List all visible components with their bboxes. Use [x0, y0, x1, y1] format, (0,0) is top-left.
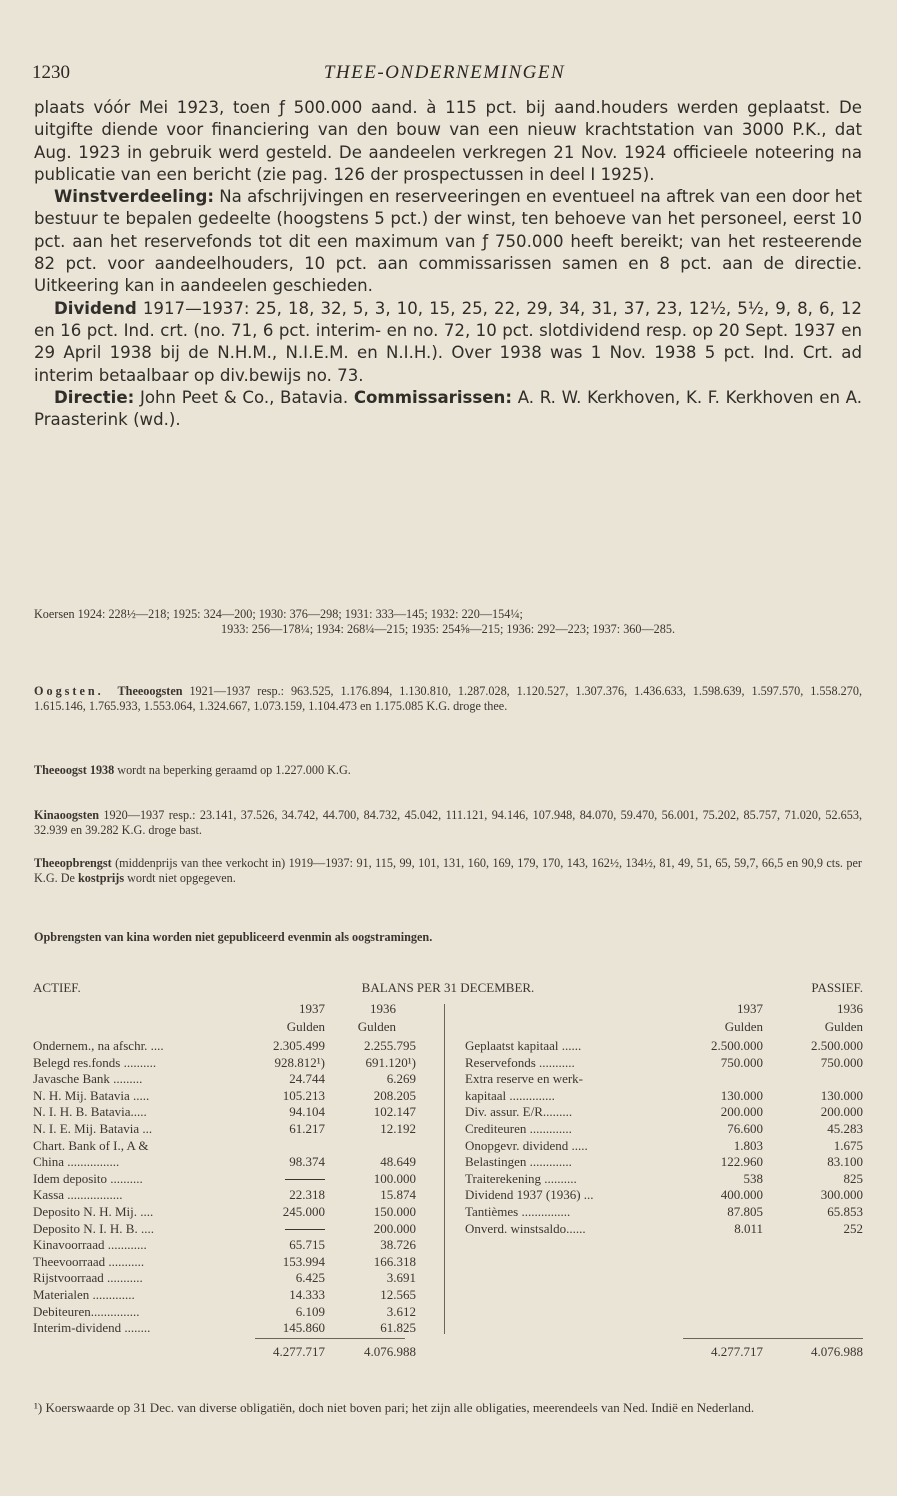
liabilities-row-1936: 300.000: [820, 1187, 863, 1203]
assets-row-1937: 153.994: [282, 1253, 325, 1269]
assets-row-1936: 208.205: [373, 1087, 416, 1103]
liabilities-row-1937: 130.000: [720, 1087, 763, 1103]
assets-row-1936: 100.000: [373, 1170, 416, 1186]
assets-row-1936: 12.565: [380, 1287, 416, 1302]
assets-row: [33, 1269, 443, 1286]
liabilities-row-label: kapitaal ..............: [465, 1087, 555, 1103]
liabilities-row: [465, 1186, 863, 1203]
cinchona-note: [34, 930, 862, 945]
assets-row-1936: 12.192: [380, 1121, 416, 1136]
prices-line-1: Koersen 1924: 228½—218; 1925: 324—200; 1930: 376—298; 1931: 333—145; 1932: 220—154¼;: [34, 607, 523, 621]
assets-row-1937: 145.860: [282, 1320, 325, 1336]
dividend-text: 1917—1937: 25, 18, 32, 5, 3, 10, 15, 25, 22, 29, 34, 31, 37, 23, 12½, 5½, 9, 8, 6, 12 en 16 pct. Ind. crt. (no. 71, 6 pct. interim- en no. 72, 10 pct. slotdividend resp. op 20 Sept. 1937 en 29 April 1938 bij de N.H.M., N.I.E.M. en N.I.H.). Over 1938 was 1 Nov. 1938 5 pct. Ind. Crt. ad interim betaalbaar op div.bewijs no. 73.: [34, 298, 862, 385]
assets-row-1937: 94.104: [289, 1104, 325, 1120]
assets-row: [33, 1037, 443, 1054]
management-label: Directie:: [54, 387, 135, 407]
assets-row-1936: 3.691: [386, 1270, 416, 1286]
liabilities-row-1936: 83.100: [827, 1154, 863, 1170]
assets-row-1937: 245.000: [282, 1204, 325, 1219]
assets-row: [33, 1236, 443, 1253]
assets-year-1937: 1937: [299, 1001, 325, 1016]
assets-row: [33, 1070, 443, 1087]
assets-row-1937: 22.318: [289, 1187, 325, 1203]
liabilities-row: [465, 1037, 863, 1054]
liabilities-unit-1936: Gulden: [824, 1019, 863, 1034]
cost-price-text: wordt niet opgegeven.: [124, 871, 236, 885]
assets-row: [33, 1153, 443, 1170]
assets-row-1937: 928.812¹): [274, 1054, 325, 1070]
tea-harvest-label: Theeoogsten: [117, 684, 183, 698]
assets-row-1936: 3.612: [386, 1303, 416, 1319]
liabilities-row-1936: 825: [843, 1170, 863, 1186]
assets-row-label: Idem deposito ..........: [33, 1170, 143, 1186]
assets-row-1937: 14.333: [289, 1287, 325, 1302]
assets-row: [33, 1087, 443, 1104]
liabilities-total-1937: 4.277.717: [711, 1344, 763, 1359]
liabilities-heading: PASSIEF.: [811, 980, 863, 995]
liabilities-row-1937: 200.000: [720, 1104, 763, 1120]
assets-row-1937: 6.109: [295, 1303, 325, 1319]
assets-row-label: Javasche Bank .........: [33, 1071, 143, 1087]
assets-row-1936: 38.726: [380, 1237, 416, 1253]
liabilities-row: [465, 1054, 863, 1071]
liabilities-row-1937: 8.011: [734, 1220, 763, 1236]
tea-harvest-1938-block: [34, 763, 862, 778]
assets-row: [33, 1220, 443, 1237]
assets-row-1936: 2.255.795: [364, 1038, 416, 1053]
liabilities-row-1936: 45.283: [827, 1121, 863, 1136]
liabilities-row-label: Crediteuren .............: [465, 1121, 572, 1136]
cost-price-label: kostprijs: [78, 871, 125, 885]
liabilities-row-label: Onverd. winstsaldo......: [465, 1220, 586, 1236]
assets-row: [33, 1203, 443, 1220]
main-text: [34, 97, 862, 431]
assets-row-1937: 2.305.499: [273, 1038, 325, 1053]
liabilities-row: [465, 1087, 863, 1104]
assets-row-1936: 200.000: [373, 1220, 416, 1236]
profit-distribution-label: Winstverdeeling:: [54, 187, 214, 207]
balance-title: BALANS PER 31 DECEMBER.: [361, 980, 535, 995]
assets-row-1936: 691.120¹): [365, 1054, 416, 1070]
balance-sheet: [33, 980, 863, 1390]
assets-row-1936: 48.649: [380, 1154, 416, 1170]
cinchona-harvest-block: [34, 808, 862, 838]
liabilities-row: [465, 1203, 863, 1220]
assets-row: [33, 1120, 443, 1137]
footnote: ¹) Koerswaarde op 31 Dec. van diverse obligatiën, doch niet boven pari; het zijn alle obligaties, meerendeels van Ned. Indië en Nederland.: [34, 1400, 755, 1415]
assets-row-1937: 24.744: [289, 1071, 325, 1087]
liabilities-total-rule: [683, 1338, 863, 1339]
assets-row: [33, 1303, 443, 1320]
assets-row-1937: 98.374: [289, 1154, 325, 1170]
assets-row-1936: 61.825: [380, 1320, 416, 1336]
profit-distribution-text: Na afschrijvingen en reserveeringen en eventueel na aftrek van een door het bestuur te bepalen gedeelte (hoogstens 5 pct.) der winst, ten behoeve van het personeel, eerst 10 pct. aan het reservefonds tot dit een maximum van ƒ 750.000 heeft bereikt; van het resteerende 82 pct. voor aandeelhouders, 10 pct. aan commissarissen samen en 8 pct. aan de directie. Uitkeering kan in aandeelen geschieden.: [34, 187, 862, 296]
paragraph-dividend: [34, 298, 862, 387]
commissioners-label: Commissarissen:: [353, 387, 512, 407]
liabilities-unit-1937: Gulden: [724, 1019, 763, 1034]
assets-row-1937: 61.217: [289, 1121, 325, 1136]
liabilities-row-1936: 130.000: [820, 1087, 863, 1103]
assets-row-label: N. H. Mij. Batavia .....: [33, 1087, 150, 1103]
liabilities-row-label: Geplaatst kapitaal ......: [465, 1038, 582, 1053]
assets-unit-1936: Gulden: [357, 1019, 396, 1034]
assets-row: [33, 1319, 443, 1336]
assets-row-1937: 65.715: [289, 1237, 325, 1253]
assets-row-1936: 150.000: [373, 1204, 416, 1219]
assets-row-1936: 15.874: [380, 1187, 416, 1203]
liabilities-year-1936: 1936: [837, 1001, 863, 1016]
assets-row-label: Kinavoorraad ............: [33, 1237, 147, 1253]
assets-row-1936: 166.318: [373, 1253, 416, 1269]
assets-total-rule: [255, 1338, 405, 1339]
assets-row-label: Theevoorraad ...........: [33, 1253, 145, 1269]
liabilities-row-label: Onopgevr. dividend .....: [465, 1137, 588, 1153]
paragraph-management: [34, 387, 862, 432]
liabilities-row-label: Dividend 1937 (1936) ...: [465, 1187, 594, 1203]
tea-harvest-text: 1921—1937 resp.: 963.525, 1.176.894, 1.130.810, 1.287.028, 1.120.527, 1.307.376, 1.436.633, 1.598.639, 1.597.570, 1.558.270, 1.615.146, 1.765.933, 1.553.064, 1.324.667, 1.073.159, 1.104.473 en 1.175.085 K.G. droge thee.: [34, 684, 862, 713]
harvest-block: [34, 684, 862, 714]
liabilities-row-1937: 538: [743, 1170, 763, 1186]
liabilities-year-1937: 1937: [737, 1001, 763, 1016]
tea-proceeds-text: (middenprijs van thee verkocht in) 1919—1937: 91, 115, 99, 101, 131, 160, 169, 179, 170, 143, 162½, 134½, 81, 49, 51, 65, 59,7, 66,5 en 90,9 cts. per K.G. De: [34, 856, 862, 885]
assets-total-1937: 4.277.717: [273, 1344, 325, 1359]
assets-row-label: N. I. H. B. Batavia.....: [33, 1104, 147, 1120]
dividend-label: Dividend: [54, 298, 137, 318]
liabilities-row-1936: 200.000: [820, 1104, 863, 1120]
assets-row: [33, 1286, 443, 1303]
liabilities-row-label: Extra reserve en werk-: [465, 1071, 584, 1087]
liabilities-row-1936: 750.000: [820, 1054, 863, 1070]
liabilities-row-1936: 2.500.000: [811, 1038, 863, 1053]
column-divider: [444, 1004, 445, 1334]
liabilities-row-1937: 750.000: [720, 1054, 763, 1070]
assets-row-label: China ................: [33, 1154, 120, 1170]
liabilities-row: [465, 1137, 863, 1154]
tea-harvest-1938-label: Theeoogst 1938: [34, 763, 115, 777]
assets-row: [33, 1103, 443, 1120]
liabilities-row: [465, 1153, 863, 1170]
assets-total-1936: 4.076.988: [364, 1344, 416, 1359]
assets-row-label: N. I. E. Mij. Batavia ...: [33, 1121, 153, 1136]
assets-heading: ACTIEF.: [33, 980, 81, 995]
liabilities-row-1936: 65.853: [827, 1204, 863, 1219]
liabilities-row-1937: 1.803: [733, 1137, 763, 1153]
liabilities-row: [465, 1170, 863, 1187]
liabilities-total-1936: 4.076.988: [811, 1344, 863, 1359]
assets-row-1937: 6.425: [295, 1270, 325, 1286]
liabilities-row-label: Tantièmes ...............: [465, 1204, 571, 1219]
paragraph-share-issue: plaats vóór Mei 1923, toen ƒ 500.000 aand. à 115 pct. bij aand.houders werden geplaatst. De uitgifte diende voor financiering van den bouw van een nieuw krachtstation van 3000 P.K., dat Aug. 1923 in gebruik werd gesteld. De aandeelen verkregen 21 Nov. 1924 officieele noteering na publicatie van een bericht (zie pag. 126 der prospectussen in deel I 1925).: [34, 98, 862, 184]
harvest-label: Oogsten.: [34, 684, 104, 698]
tea-proceeds-block: [34, 856, 862, 886]
liabilities-row: [465, 1220, 863, 1237]
liabilities-row: [465, 1070, 863, 1087]
tea-proceeds-label: Theeopbrengst: [34, 856, 112, 870]
assets-row-label: Deposito N. I. H. B. ....: [33, 1220, 154, 1236]
liabilities-row-1937: 87.805: [727, 1204, 763, 1219]
assets-row-1937: 105.213: [282, 1087, 325, 1103]
assets-year-1936: 1936: [370, 1001, 396, 1016]
assets-row: [33, 1054, 443, 1071]
assets-row-label: Debiteuren...............: [33, 1303, 140, 1319]
assets-unit-1937: Gulden: [286, 1019, 325, 1034]
liabilities-row-label: Traiterekening ..........: [465, 1170, 577, 1186]
assets-row: [33, 1170, 443, 1187]
liabilities-row-label: Belastingen .............: [465, 1154, 572, 1170]
commissioners-text: A. R. W. Kerkhoven, K. F. Kerkhoven en A. Praasterink (wd.).: [34, 387, 863, 430]
liabilities-row-1937: 76.600: [727, 1121, 763, 1136]
liabilities-row-1937: 400.000: [720, 1187, 763, 1203]
assets-row: [33, 1253, 443, 1270]
tea-harvest-1938-text: wordt na beperking geraamd op 1.227.000 K.G.: [114, 763, 351, 777]
cinchona-harvest-label: Kinaoogsten: [34, 808, 100, 822]
management-text: John Peet & Co., Batavia.: [134, 387, 354, 407]
assets-row-label: Belegd res.fonds ..........: [33, 1054, 157, 1070]
assets-row-label: Ondernem., na afschr. ....: [33, 1038, 164, 1053]
assets-row-label: Chart. Bank of I., A &: [33, 1137, 149, 1153]
liabilities-row-label: Reservefonds ...........: [465, 1054, 575, 1070]
cinchona-note-text: Opbrengsten van kina worden niet gepubliceerd evenmin als oogstramingen.: [34, 930, 433, 944]
assets-row-1937: [245, 1170, 325, 1187]
cinchona-harvest-text: 1920—1937 resp.: 23.141, 37.526, 34.742, 44.700, 84.732, 45.042, 111.121, 94.146, 107.948, 84.070, 59.470, 56.001, 75.202, 85.757, 71.020, 52.653, 32.939 en 39.282 K.G. droge bast.: [34, 808, 862, 837]
assets-row-label: Deposito N. H. Mij. ....: [33, 1204, 154, 1219]
paragraph-profit-distribution: [34, 186, 862, 297]
assets-row-label: Materialen .............: [33, 1287, 135, 1302]
assets-row-label: Kassa .................: [33, 1187, 123, 1203]
liabilities-row-1936: 1.675: [833, 1137, 863, 1153]
liabilities-row-label: Div. assur. E/R.........: [465, 1104, 573, 1120]
liabilities-row: [465, 1103, 863, 1120]
assets-row: [33, 1186, 443, 1203]
assets-row-1936: 102.147: [373, 1104, 416, 1120]
assets-row-label: Interim-dividend ........: [33, 1320, 151, 1336]
liabilities-row-1937: 122.960: [720, 1154, 763, 1170]
liabilities-row-1937: 2.500.000: [711, 1038, 763, 1053]
assets-row-label: Rijstvoorraad ...........: [33, 1270, 143, 1286]
assets-row-1937: [245, 1220, 325, 1237]
liabilities-row: [465, 1120, 863, 1137]
assets-row: [33, 1137, 443, 1154]
liabilities-row-1936: 252: [843, 1220, 863, 1236]
prices-block: [34, 607, 862, 637]
running-title: THEE-ONDERNEMINGEN: [323, 62, 566, 83]
page-header: [32, 62, 857, 88]
assets-row-1936: 6.269: [386, 1071, 416, 1087]
prices-line-2: 1933: 256—178¼; 1934: 268¼—215; 1935: 254⅝—215; 1936: 292—223; 1937: 360—285.: [221, 622, 675, 636]
page-number: 1230: [32, 62, 70, 83]
